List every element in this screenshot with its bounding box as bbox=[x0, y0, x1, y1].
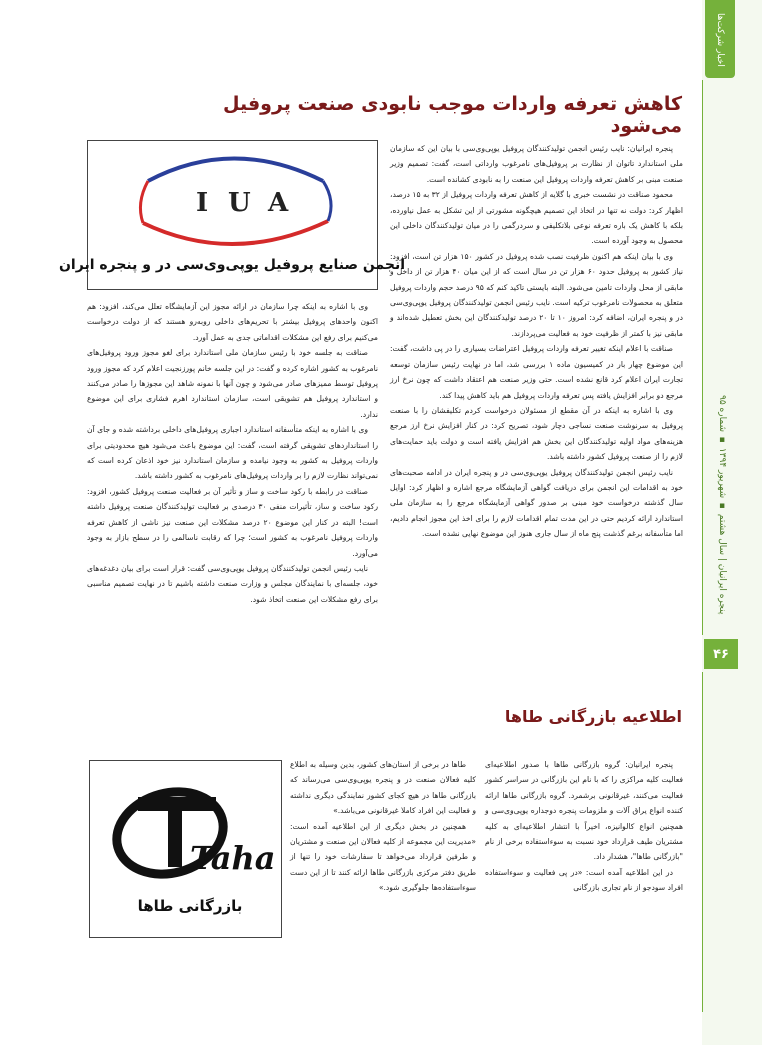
paragraph: پنجره ایرانیان: گروه بازرگانی طاها با صدور اطلاعیه‌ای فعالیت کلیه مراکزی را که با نام این بازرگانی در سراسر کشور فعالیت می‌کنند، غیرقانونی برشمرد. گروه بازرگانی طاها ارائه کننده انواع یراق آلات و ملزومات پنجره دوجداره یوپی‌وی‌سی و همچنین انواع کالوانیزه، اخیراً با انتشار اطلاعیه‌ای به کلیه مشتریان طیف قرارداد خود نسبت به سوءاستفاده برخی از نام "بازرگانی طاها"، هشدار داد. bbox=[485, 760, 683, 862]
iua-arc-right bbox=[323, 181, 331, 221]
section-tab-label: اخبار شرکت‌ها bbox=[715, 13, 725, 67]
taha-brand-farsi: بازرگانی طاها bbox=[137, 897, 243, 915]
paragraph: محمود صناقت در نشست خبری با گلایه از کاهش تعرفه واردات پروفیل از ۳۲ به ۱۵ درصد، اظهار کرد: دولت نه تنها در اتخاذ این تصمیم هیچگونه مشورتی از این تشکل به عمل نیاورده، بلکه با کاهش یک باره تعرفه نوعی بلاتکلیفی و سردرگمی را در میان تولیدکنندگان داخلی این محصول به وجود آورده است. bbox=[390, 190, 683, 246]
taha-logo bbox=[89, 760, 282, 938]
article2-title: اطلاعیه بازرگانی طاها bbox=[504, 707, 682, 726]
iua-logo-graphic bbox=[58, 141, 406, 289]
article1-title: کاهش تعرفه واردات موجب نابودی صنعت پروفیل می‌شود bbox=[223, 93, 682, 137]
side-margin bbox=[702, 0, 762, 1045]
iua-arc-left bbox=[140, 181, 148, 223]
side-divider-top bbox=[702, 80, 703, 635]
article2-column-right bbox=[485, 757, 683, 896]
paragraph: طاها در برخی از استان‌های کشور، بدین وسیله به اطلاع کلیه فعالان صنعت در و پنجره یوپی‌وی‌سی می‌رساند که بازرگانی طاها در هیچ کجای کشور نمایندگی دیگری نداشته و فعالیت این افراد کاملا غیرقانونی می‌باشد.» bbox=[290, 760, 476, 816]
iua-logo bbox=[58, 140, 406, 290]
iua-letter-u: U bbox=[228, 188, 251, 218]
paragraph: نایب رئیس انجمن تولیدکنندگان پروفیل یوپی‌وی‌سی در و پنجره ایران در ادامه صحبت‌های خود به اقدامات این انجمن برای دریافت گواهی آزمایشگاه مرجع اشاره و اظهار کرد: اوایل سال گذشته درخواست خود مبنی بر صدور گواهی آزمایشگاه مرجع را به سازمان ملی استاندارد ارائه کردیم حتی در این مدت تمام اقدامات لازم را برای اخذ این مجوز انجام دادیم، اما متأسفانه برغم گذشت پنج ماه از سال جاری هنوز این موضوع نهایی نشده است. bbox=[390, 467, 683, 539]
paragraph: صناقت با اعلام اینکه تغییر تعرفه واردات پروفیل اعتراضات بسیاری را در پی داشت، گفت: این موضوع چهار بار در کمیسیون ماده ۱ بررسی شد، اما در نهایت رئیس سازمان توسعه تجارت ایران اعلام کرد قانع نشده است. حتی وزیر صنعت هم اعتقاد داشت که چون نرخ ارز مرجع دو برابر افزایش یافته پس تعرفه واردات پروفیل هم باید کاهش پیدا کند. bbox=[390, 344, 684, 400]
taha-logo-graphic bbox=[90, 761, 281, 937]
iua-org-name: انجمن صنایع پروفیل یو‌پی‌وی‌سی در و پنجره ایران bbox=[58, 257, 406, 273]
paragraph: همچنین در بخش دیگری از این اطلاعیه آمده است: «مدیریت این مجموعه از کلیه فعالان این صنعت و مشتریان و طرفین قرارداد می‌خواهد تا سفارشات خود را تنها از طریق دفتر مرکزی بازرگانی طاها ارائه کنند تا از این دست سوءاستفاده‌ها جلوگیری شود.» bbox=[290, 821, 476, 893]
iua-arc-top bbox=[148, 159, 323, 182]
iua-letter-a: A bbox=[268, 188, 289, 218]
paragraph: وی با بیان اینکه هم اکنون ظرفیت نصب شده پروفیل در کشور ۱۵۰ هزار تن است، افزود: نیاز کشور به پروفیل حدود ۶۰ هزار تن در سال است که از این میان ۴۰ هزار تن از داخل و مابقی از محل واردات تامین می‌شود. البته بایستی تاکید کنم که ۹۵ درصد حجم واردات پروفیل متعلق به محصولات نامرغوب ترکیه است. نایب رئیس انجمن تولیدکنندگان پروفیل یوپی‌وی‌سی در و پنجره ایران، اضافه کرد: امروز ۱۰ تا ۲۰ درصد تولیدکنندگان این بخش تعطیل شده‌اند و مابقی نیز با کمتر از ظرفیت خود به فعالیت می‌پردازند. bbox=[390, 251, 684, 338]
article2-column-left bbox=[290, 757, 476, 896]
paragraph: صناقت به جلسه خود با رئیس سازمان ملی استاندارد برای لغو مجوز ورود پروفیل‌های نامرغوب به کشور اشاره کرده و گفت: در این جلسه خانم پورزنجیت اعلام کرد که مجوز ورود پروفیل توسط ممیزهای صادر می‌شود و چون آنها با نمونه شاهد این مجوزها را صادر می‌کنند و استاندارد پروفیل هم تشویقی است، سازمان استاندارد اهرم فشاری برای این موضوع ندارد. bbox=[87, 348, 378, 419]
issue-info: پنجره ایرانیان | سال هشتم ▪ شهریور ۱۳۹۴ ▪ شماره ۹۵ bbox=[717, 395, 727, 615]
page-number: ۴۶ bbox=[704, 639, 738, 669]
iua-letter-i: I bbox=[196, 188, 209, 218]
article1-column-left bbox=[87, 299, 378, 607]
paragraph: در این اطلاعیه آمده است: «در پی فعالیت و سوءاستفاده افراد سودجو از نام تجاری بازرگانی bbox=[485, 867, 683, 893]
paragraph: وی با اشاره به اینکه چرا سازمان در ارائه مجوز این آزمایشگاه تعلل می‌کند، افزود: هم اکنون واحدهای پروفیل بیشتر با تحریم‌های داخلی روبه‌رو هستند که از دولت درخواست می‌کنیم برای رفع این مشکلات اقداماتی جدی به عمل آورد. bbox=[87, 302, 378, 342]
taha-brand-latin: Taha bbox=[190, 839, 276, 877]
paragraph: وی با اشاره به اینکه در آن مقطع از مسئولان درخواست کردم تکلیفشان را با صنعت پروفیل به سرنوشت صنعت نساجی دچار شود، تصریح کرد: در کنار افزایش نرخ ارز مرجع هزینه‌های مواد اولیه تولیدکنندگان این بخش هم افزایش یافته است و دولت باید حمایت‌های لازم را از صنعت پروفیل کشور داشته باشد. bbox=[390, 405, 683, 462]
taha-t-stem bbox=[168, 797, 182, 867]
paragraph: نایب رئیس انجمن تولیدکنندگان پروفیل یوپی‌وی‌سی گفت: قرار است برای بیان دغدغه‌های خود، جلسه‌ای با نمایندگان مجلس و وزارت صنعت داشته باشیم تا در نهایت تصمیم مناسبی برای رفع مشکلات این صنعت اتخاذ شود. bbox=[87, 563, 378, 604]
paragraph: صناقت در رابطه با رکود ساخت و ساز و تأثیر آن بر فعالیت صنعت پروفیل کشور، افزود: رکود ساخت و ساز، تأثیرات منفی ۳۰ درصدی بر فعالیت تولیدکنندگان صنعت پروفیل داشته است! البته در کنار این موضوع ۲۰ درصد مشکلات این صنعت نیز ناشی از کاهش تعرفه واردات پروفیل نامرغوب به کشور است؛ چرا که رقابت ناسالمی را در سطح بازار به وجود می‌آورد. bbox=[87, 486, 378, 558]
paragraph: پنجره ایرانیان: نایب رئیس انجمن تولیدکنندگان پروفیل یوپی‌وی‌سی با بیان این که سازمان ملی استاندارد تاتوان از نظارت بر پروفیل‌های نامرغوب وارداتی است، گفت: تصمیم وزیر صنعت مبنی بر کاهش تعرفه واردات پروفیل این صنعت را به نابودی کشانده است. bbox=[390, 144, 683, 184]
side-divider-bottom bbox=[702, 672, 703, 1012]
paragraph: وی با اشاره به اینکه متأسفانه استاندارد اجباری پروفیل‌های داخلی برداشته شده و جای آن را استانداردهای تشویقی گرفته است، گفت: این موضوع باعث می‌شود هیچ محدودیتی برای واردات پروفیل به کشور به وجود نیامده و سازمان استاندارد نیز خود اذعان کرده است که نمی‌تواند نظارت لازم را بر واردات پروفیل‌های نامرغوب به کشور داشته باشد. bbox=[87, 425, 378, 481]
article1-column-right bbox=[390, 141, 683, 542]
iua-arc-bottom bbox=[143, 221, 328, 244]
